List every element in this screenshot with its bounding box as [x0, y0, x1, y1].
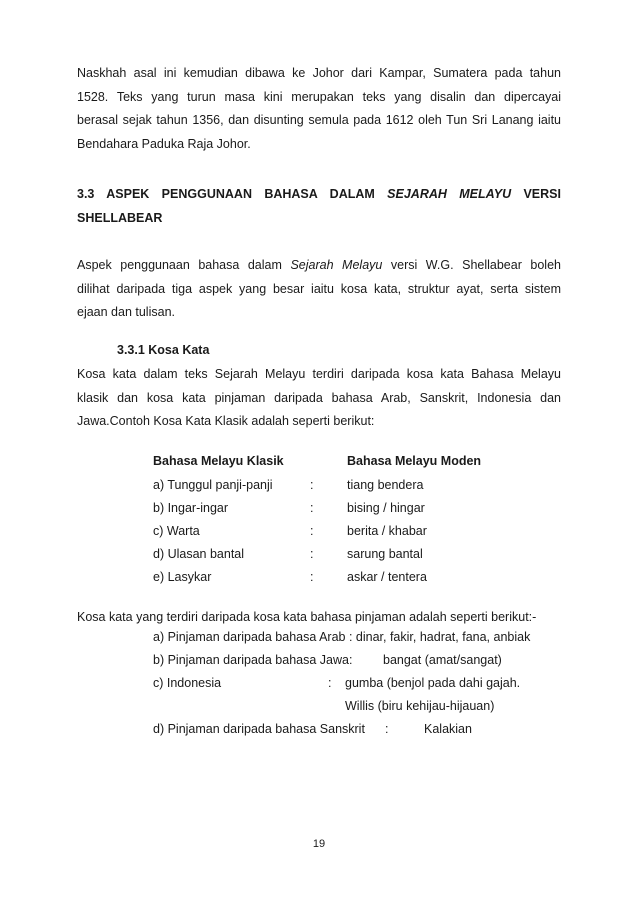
cell-separator: : — [310, 524, 314, 538]
heading-line: SHELLABEAR — [77, 210, 163, 225]
section-heading — [77, 183, 561, 230]
cell-modern: sarung bantal — [347, 547, 423, 561]
list-item-text: c) Indonesia — [153, 676, 222, 690]
list-item-text: d) Pinjaman daripada bahasa Sanskrit — [153, 722, 365, 736]
cell-separator: : — [310, 478, 314, 492]
text-line — [77, 254, 561, 278]
list-item — [153, 630, 530, 644]
list-item-value: bangat (amat/sangat) — [383, 653, 502, 667]
heading-suffix: VERSI — [523, 187, 561, 201]
list-item — [153, 676, 573, 713]
text-line: ejaan dan tulisan. — [77, 305, 175, 319]
text-line: Bendahara Paduka Raja Johor. — [77, 136, 251, 151]
list-item-text: b) Pinjaman daripada bahasa Jawa: — [153, 653, 353, 667]
paragraph-kosa-kata — [77, 363, 561, 434]
cell-separator: : — [310, 501, 314, 515]
table-row — [153, 547, 573, 569]
cell-modern: askar / tentera — [347, 570, 427, 584]
table-header — [153, 454, 573, 476]
heading-prefix: 3.3 ASPEK PENGGUNAAN BAHASA DALAM — [77, 187, 375, 201]
book-title-italic: Sejarah Melayu — [290, 258, 383, 272]
list-item-value-continued: Willis (biru kehijau-hijauan) — [345, 699, 495, 713]
text-suffix: versi W.G. Shellabear boleh — [390, 258, 561, 272]
table-row — [153, 570, 573, 592]
table-row — [153, 524, 573, 546]
list-item-value: gumba (benjol pada dahi gajah. — [345, 676, 521, 690]
cell-separator: : — [310, 547, 314, 561]
text-line: berasal sejak tahun 1356, dan disunting semula pada 1612 oleh Tun Sri Lanang iaitu — [77, 113, 561, 127]
text-line: Jawa.Contoh Kosa Kata Klasik adalah seperti berikut: — [77, 414, 375, 428]
paragraph-intro — [77, 62, 561, 156]
text-line: 1528. Teks yang turun masa kini merupakan teks yang disalin dan dipercayai — [77, 89, 561, 104]
subsection-heading: 3.3.1 Kosa Kata — [117, 343, 210, 357]
list-item-value: Kalakian — [424, 722, 472, 736]
cell-modern: berita / khabar — [347, 524, 427, 538]
table-row — [153, 501, 573, 523]
text-prefix: Aspek penggunaan bahasa dalam — [77, 258, 282, 272]
heading-title-italic: SEJARAH MELAYU — [387, 187, 512, 201]
cell-classic: b) Ingar-ingar — [153, 501, 229, 515]
list-item-separator: : — [328, 676, 332, 690]
list-item-separator: : — [385, 722, 389, 736]
heading-line — [77, 183, 561, 207]
cell-classic: e) Lasykar — [153, 570, 212, 584]
text-line: Naskhah asal ini kemudian dibawa ke Johor dari Kampar, Sumatera pada tahun — [77, 66, 561, 80]
cell-separator: : — [310, 570, 314, 584]
list-item — [153, 722, 573, 736]
text-line: dilihat daripada tiga aspek yang besar iaitu kosa kata, struktur ayat, serta sistem — [77, 281, 561, 296]
list-item-text: a) Pinjaman daripada bahasa Arab : dinar, fakir, hadrat, fana, anbiak — [153, 630, 531, 644]
cell-classic: d) Ulasan bantal — [153, 547, 245, 561]
cell-modern: tiang bendera — [347, 478, 424, 492]
text-line: Kosa kata dalam teks Sejarah Melayu terdiri daripada kosa kata Bahasa Melayu — [77, 367, 561, 381]
text-line: klasik dan kosa kata pinjaman daripada bahasa Arab, Sanskrit, Indonesia dan — [77, 390, 561, 405]
list-item — [153, 653, 573, 667]
cell-classic: a) Tunggul panji-panji — [153, 478, 273, 492]
page-number: 19 — [312, 838, 326, 850]
paragraph-aspects — [77, 254, 561, 325]
paragraph-loanwords: Kosa kata yang terdiri daripada kosa kata bahasa pinjaman adalah seperti berikut:- — [77, 610, 537, 624]
header-classic: Bahasa Melayu Klasik — [153, 454, 284, 468]
table-row — [153, 478, 573, 500]
cell-classic: c) Warta — [153, 524, 200, 538]
cell-modern: bising / hingar — [347, 501, 425, 515]
header-modern: Bahasa Melayu Moden — [347, 454, 482, 468]
